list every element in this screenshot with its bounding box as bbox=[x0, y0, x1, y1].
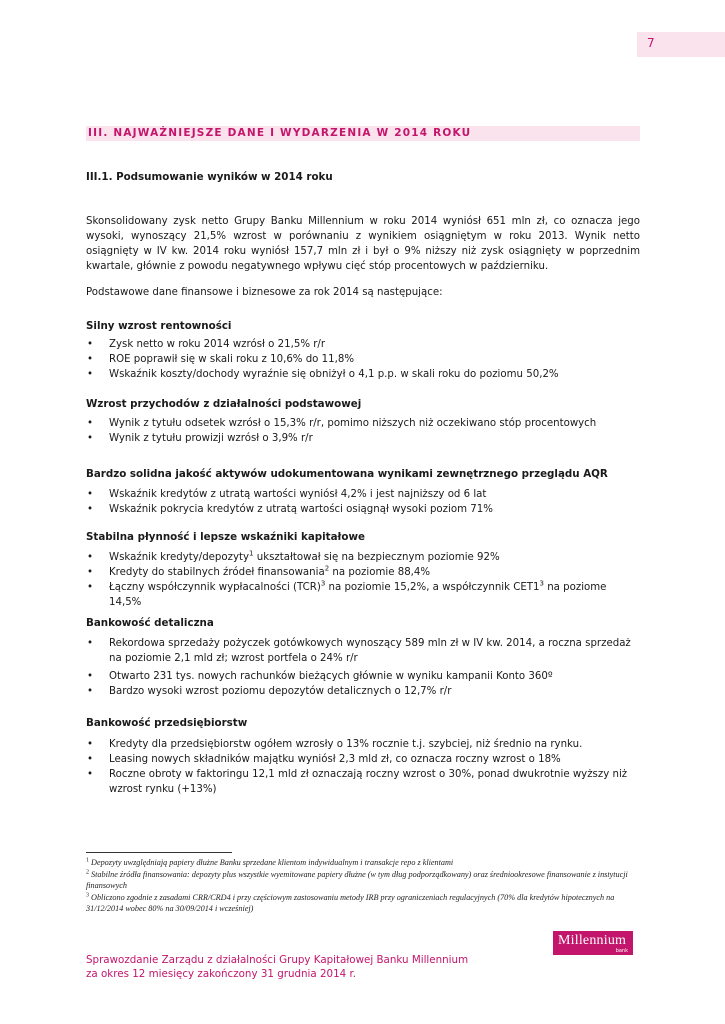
millennium-logo bbox=[553, 931, 633, 955]
bullet: • bbox=[87, 504, 94, 515]
bullet: • bbox=[87, 582, 94, 593]
list-item: • ROE poprawił się w skali roku z 10,6% do 11,8% bbox=[87, 354, 355, 365]
list-asset-quality bbox=[86, 487, 640, 517]
page-footer bbox=[86, 953, 506, 981]
group-heading-corporate: Bankowość przedsiębiorstw bbox=[86, 717, 248, 729]
list-item: • Wskaźnik kredyty/depozyty$^1$ ukształtował się na bezpiecznym poziomie 92% bbox=[87, 549, 500, 563]
footnote-1: $^1$ Depozyty uwzględniają papiery dłużne Banku sprzedane klientom indywidualnym i transakcje repo z klientami bbox=[86, 857, 454, 867]
group-heading-revenue: Wzrost przychodów z działalności podstawowej bbox=[86, 398, 362, 410]
list-revenue bbox=[86, 416, 640, 446]
bullet: • bbox=[87, 489, 94, 500]
bullet: • bbox=[87, 638, 94, 649]
list-item: • Wskaźnik kredytów z utratą wartości wyniósł 4,2% i jest najniższy od 6 lat bbox=[87, 489, 487, 500]
list-liquidity bbox=[86, 550, 640, 610]
bullet: • bbox=[87, 433, 94, 444]
footer-line-2: za okres 12 miesięcy zakończony 31 grudnia 2014 r. bbox=[86, 968, 357, 980]
list-item: • Kredyty dla przedsiębiorstw ogółem wzrosły o 13% rocznie t.j. szybciej, niż średnio na rynku. bbox=[87, 739, 583, 750]
list-item: • Łączny współczynnik wypłacalności (TCR)$^3$ na poziomie 15,2%, a współczynnik $CET1^3$ na poziome 14,5% bbox=[87, 579, 607, 608]
list-profitability bbox=[86, 337, 640, 382]
bullet: • bbox=[87, 754, 94, 765]
list-item: • Roczne obroty w faktoringu 12,1 mld zł oznaczają roczny wzrost o 30%, ponad dwukrotnie wyższy niż wzrost rynku (+13%) bbox=[87, 769, 628, 795]
bullet: • bbox=[87, 567, 94, 578]
list-item: • Kredyty do stabilnych źródeł finansowania$^2$ na poziomie 88,4% bbox=[87, 564, 431, 578]
logo-name: Millennium bbox=[558, 933, 627, 948]
bullet: • bbox=[87, 418, 94, 429]
footnote-ref: 3 bbox=[539, 579, 544, 588]
footnote-2: $^2$ Stabilne źródła finansowania: depozyty plus wszystkie wyemitowane papiery dłużne (w tym dług podporządkowany) oraz średniookresowe finansowanie z instytucji finansowych bbox=[86, 869, 628, 890]
footnote-divider bbox=[86, 852, 232, 853]
list-item: • Leasing nowych składników majątku wyniósł 2,3 mld zł, co oznacza roczny wzrost o 18% bbox=[87, 754, 561, 765]
page-number: 7 bbox=[637, 32, 725, 57]
bullet: • bbox=[87, 369, 94, 380]
list-item: • Wskaźnik koszty/dochody wyraźnie się obniżył o 4,1 p.p. w skali roku do poziomu 50,2% bbox=[87, 369, 559, 380]
list-item: • Otwarto 231 tys. nowych rachunków bieżących głównie w wyniku kampanii Konto 360º bbox=[87, 671, 553, 682]
bullet: • bbox=[87, 739, 94, 750]
group-heading-retail: Bankowość detaliczna bbox=[86, 617, 214, 629]
group-heading-profitability: Silny wzrost rentowności bbox=[86, 320, 232, 332]
lead-sentence: Podstawowe dane finansowe i biznesowe za rok 2014 są następujące: bbox=[86, 287, 443, 298]
section-title: III. NAJWAŻNIEJSZE DANE I WYDARZENIA W 2014 ROKU bbox=[86, 126, 640, 141]
list-item: • Zysk netto w roku 2014 wzrósł o 21,5% r/r bbox=[87, 339, 326, 350]
list-corporate bbox=[86, 737, 640, 797]
bullet: • bbox=[87, 671, 94, 682]
group-heading-liquidity: Stabilna płynność i lepsze wskaźniki kapitałowe bbox=[86, 531, 365, 543]
footnote-ref: 3 bbox=[320, 579, 326, 588]
subsection-title: III.1. Podsumowanie wyników w 2014 roku bbox=[86, 171, 333, 183]
group-heading-asset-quality: Bardzo solidna jakość aktywów udokumentowana wynikami zewnętrznego przeglądu AQR bbox=[86, 468, 608, 480]
bullet: • bbox=[87, 686, 94, 697]
footer-line-1: Sprawozdanie Zarządu z działalności Grupy Kapitałowej Banku Millennium bbox=[86, 954, 469, 966]
list-item: • Wskaźnik pokrycia kredytów z utratą wartości osiągnął wysoki poziom 71% bbox=[87, 504, 493, 515]
list-item: • Wynik z tytułu odsetek wzrósł o 15,3% r/r, pomimo niższych niż oczekiwano stóp procentowych bbox=[87, 418, 597, 429]
footnote-3: $^3$ Obliczono zgodnie z zasadami CRR/CRD4 i przy częściowym zastosowaniu metody IRB przy ograniczeniach regulacyjnych (70% dla kredytów hipotecznych na 31/12/2014 wobec 80% na 30/09/2014 i wcześniej) bbox=[86, 892, 615, 913]
logo-sub: bank bbox=[615, 948, 628, 954]
list-item: • Wynik z tytułu prowizji wzrósł o 3,9% r/r bbox=[87, 433, 313, 444]
bullet: • bbox=[87, 769, 94, 780]
list-item: • Rekordowa sprzedaży pożyczek gotówkowych wynoszący 589 mln zł w IV kw. 2014, a roczna sprzedaż na poziomie 2,1 mld zł; wzrost portfela o 24% r/r bbox=[87, 638, 631, 664]
list-item: • Bardzo wysoki wzrost poziomu depozytów detalicznych o 12,7% r/r bbox=[87, 686, 452, 697]
bullet: • bbox=[87, 552, 94, 563]
list-retail bbox=[86, 636, 640, 699]
footnote-ref: 2 bbox=[324, 564, 330, 573]
bullet: • bbox=[87, 354, 94, 365]
bullet: • bbox=[87, 339, 94, 350]
intro-paragraph: Skonsolidowany zysk netto Grupy Banku Millennium w roku 2014 wyniósł 651 mln zł, co oznacza jego wysoki, wynoszący 21,5% wzrost w porównaniu z wynikiem osiągniętym w roku 2013. Wynik netto osiągnięty w IV kw. 2014 roku wyniósł 157,7 mln zł i był o 9% niższy niż zysk osiągnięty w poprzednim kwartale, głównie z powodu negatywnego wpływu cięć stóp procentowych w październiku. bbox=[86, 216, 640, 272]
footnote-ref: 1 bbox=[249, 549, 254, 558]
